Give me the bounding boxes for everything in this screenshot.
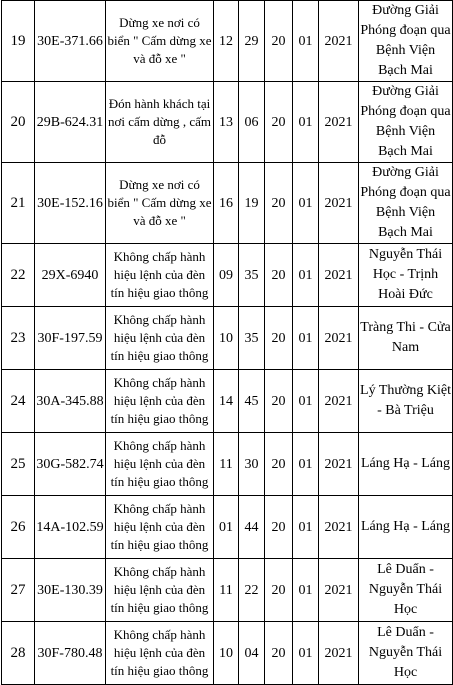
table-row [2,433,453,496]
month-cell: 01 [293,433,319,496]
table-row [2,163,453,244]
day-cell: 20 [265,1,293,82]
violation-description: Dừng xe nơi có biển " Cấm dừng xe và đỗ xe " [106,1,214,82]
license-plate: 30F-780.48 [35,622,106,685]
day-cell: 20 [265,370,293,433]
day-cell: 20 [265,307,293,370]
license-plate: 29X-6940 [35,244,106,307]
table-row [2,496,453,559]
day-cell: 20 [265,244,293,307]
license-plate: 30E-130.39 [35,559,106,622]
table-row [2,1,453,82]
minute-cell: 45 [239,370,265,433]
row-number: 22 [2,244,35,307]
month-cell: 01 [293,82,319,163]
month-cell: 01 [293,307,319,370]
violation-description: Dừng xe nơi có biển " Cấm dừng xe và đỗ xe " [106,163,214,244]
hour-cell: 12 [214,1,239,82]
license-plate: 30A-345.88 [35,370,106,433]
row-number: 27 [2,559,35,622]
violation-description: Không chấp hành hiệu lệnh của đèn tín hiệu giao thông [106,244,214,307]
hour-cell: 13 [214,82,239,163]
row-number: 24 [2,370,35,433]
hour-cell: 01 [214,496,239,559]
hour-cell: 10 [214,307,239,370]
hour-cell: 14 [214,370,239,433]
location-cell: Lê Duẩn - Nguyễn Thái Học [359,559,453,622]
day-cell: 20 [265,622,293,685]
location-cell: Lê Duẩn - Nguyễn Thái Học [359,622,453,685]
year-cell: 2021 [319,1,359,82]
minute-cell: 35 [239,307,265,370]
year-cell: 2021 [319,496,359,559]
violation-description: Không chấp hành hiệu lệnh của đèn tín hiệu giao thông [106,370,214,433]
violation-description: Không chấp hành hiệu lệnh của đèn tín hiệu giao thông [106,307,214,370]
hour-cell: 09 [214,244,239,307]
year-cell: 2021 [319,433,359,496]
minute-cell: 30 [239,433,265,496]
month-cell: 01 [293,163,319,244]
day-cell: 20 [265,496,293,559]
location-cell: Láng Hạ - Láng [359,433,453,496]
hour-cell: 10 [214,622,239,685]
row-number: 20 [2,82,35,163]
license-plate: 29B-624.31 [35,82,106,163]
row-number: 23 [2,307,35,370]
year-cell: 2021 [319,622,359,685]
license-plate: 30E-371.66 [35,1,106,82]
year-cell: 2021 [319,244,359,307]
table-row [2,82,453,163]
location-cell: Đường Giải Phóng đoạn qua Bệnh Viện Bạch Mai [359,82,453,163]
location-cell: Láng Hạ - Láng [359,496,453,559]
row-number: 25 [2,433,35,496]
minute-cell: 44 [239,496,265,559]
year-cell: 2021 [319,370,359,433]
month-cell: 01 [293,496,319,559]
minute-cell: 35 [239,244,265,307]
month-cell: 01 [293,559,319,622]
violation-description: Không chấp hành hiệu lệnh của đèn tín hiệu giao thông [106,622,214,685]
violation-description: Không chấp hành hiệu lệnh của đèn tín hiệu giao thông [106,433,214,496]
minute-cell: 06 [239,82,265,163]
minute-cell: 22 [239,559,265,622]
day-cell: 20 [265,82,293,163]
hour-cell: 11 [214,433,239,496]
day-cell: 20 [265,559,293,622]
violation-description: Không chấp hành hiệu lệnh của đèn tín hiệu giao thông [106,496,214,559]
month-cell: 01 [293,244,319,307]
minute-cell: 19 [239,163,265,244]
day-cell: 20 [265,163,293,244]
license-plate: 30E-152.16 [35,163,106,244]
row-number: 26 [2,496,35,559]
table-row [2,622,453,685]
month-cell: 01 [293,1,319,82]
minute-cell: 29 [239,1,265,82]
location-cell: Tràng Thi - Cửa Nam [359,307,453,370]
month-cell: 01 [293,370,319,433]
violations-table [1,0,453,685]
year-cell: 2021 [319,307,359,370]
day-cell: 20 [265,433,293,496]
violation-description: Đón hành khách tại nơi cấm dừng , cấm đỗ [106,82,214,163]
row-number: 21 [2,163,35,244]
table-row [2,307,453,370]
row-number: 19 [2,1,35,82]
minute-cell: 04 [239,622,265,685]
table-row [2,370,453,433]
year-cell: 2021 [319,82,359,163]
table-row [2,559,453,622]
license-plate: 30G-582.74 [35,433,106,496]
location-cell: Đường Giải Phóng đoạn qua Bệnh Viện Bạch Mai [359,163,453,244]
location-cell: Nguyễn Thái Học - Trịnh Hoài Đức [359,244,453,307]
row-number: 28 [2,622,35,685]
hour-cell: 11 [214,559,239,622]
violation-description: Không chấp hành hiệu lệnh của đèn tín hiệu giao thông [106,559,214,622]
location-cell: Lý Thường Kiệt - Bà Triệu [359,370,453,433]
table-row [2,244,453,307]
license-plate: 30F-197.59 [35,307,106,370]
hour-cell: 16 [214,163,239,244]
license-plate: 14A-102.59 [35,496,106,559]
location-cell: Đường Giải Phóng đoạn qua Bệnh Viện Bạch Mai [359,1,453,82]
month-cell: 01 [293,622,319,685]
year-cell: 2021 [319,163,359,244]
year-cell: 2021 [319,559,359,622]
